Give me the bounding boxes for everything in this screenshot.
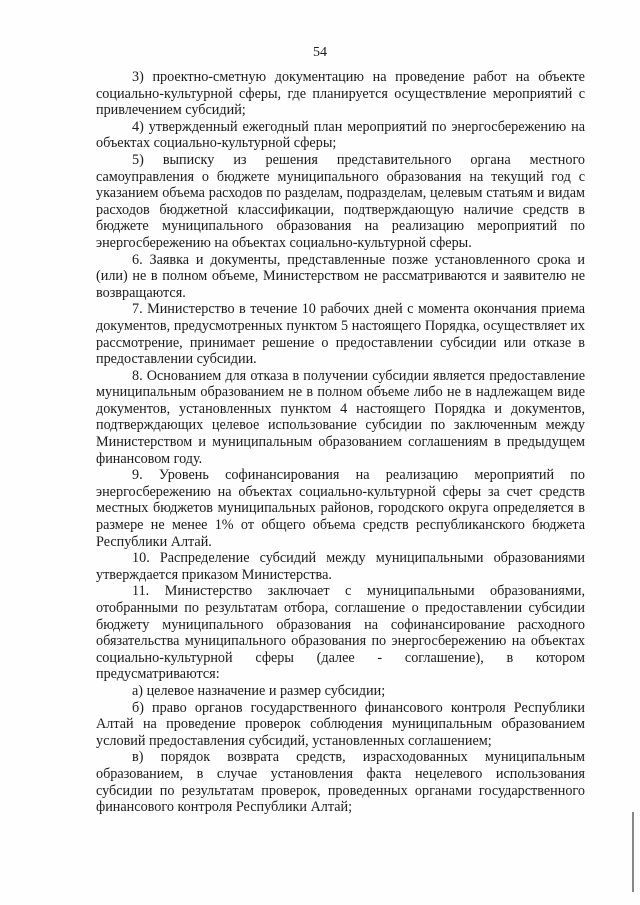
paragraph-subitem-v: в) порядок возврата средств, израсходованных муниципальным образованием, в случае установления факта нецелевого использования субсидии по результатам проверок, проведенных органами государственного финансового контроля Республики Алтай; [96,749,585,816]
paragraph-item-4-energy-saving-plan: 4) утвержденный ежегодный план мероприятий по энергосбережению на объектах социально-культурной сферы; [96,118,585,152]
paragraph-clause-11: 11. Министерство заключает с муниципальными образованиями, отобранными по результатам отбора, соглашение о предоставлении субсидии бюджету муниципального образования на софинансирование расходного обязательства муниципального образования по энергосбережению на объектах социально-культурной сферы (далее - соглашение), в котором предусматриваются: [96,583,585,683]
paragraph-clause-7: 7. Министерство в течение 10 рабочих дней с момента окончания приема документов, предусмотренных пунктом 5 настоящего Порядка, осуществляет их рассмотрение, принимает решение о предоставлении субсидии или отказе в предоставлении субсидии. [96,301,585,368]
paragraph-subitem-b: б) право органов государственного финансового контроля Республики Алтай на проведение проверок соблюдения муниципальным образованием условий предоставления субсидий, установленных соглашением; [96,699,585,749]
paragraph-clause-6: 6. Заявка и документы, представленные позже установленного срока и (или) не в полном объеме, Министерством не рассматриваются и заявителю не возвращаются. [96,251,585,301]
scan-edge-mark [632,812,634,892]
paragraph-clause-8: 8. Основанием для отказа в получении субсидии является предоставление муниципальным образованием не в полном объеме либо не в надлежащем виде документов, установленных пунктом 4 настоящего Порядка и документов, подтверждающих целевое использование субсидии по заключенным между Министерством и муниципальным образованием соглашениям в предыдущем финансовом году. [96,367,585,467]
page-number: 54 [313,45,327,60]
paragraph-item-5-budget-extract: 5) выписку из решения представительного органа местного самоуправления о бюджете муниципального образования на текущий год с указанием объема расходов по разделам, подразделам, целевым статьям и видам расходов бюджетной классификации, подтверждающую наличие средств в бюджете муниципального образования на реализацию мероприятий по энергосбережению на объектах социально-культурной сферы. [96,151,585,251]
paragraph-item-3-project-documentation: 3) проектно-сметную документацию на проведение работ на объекте социально-культурной сферы, где планируется осуществление мероприятий с привлечением субсидий; [96,69,585,119]
paragraph-subitem-a: а) целевое назначение и размер субсидии; [132,682,386,699]
paragraph-clause-9: 9. Уровень софинансирования на реализацию мероприятий по энергосбережению на объектах социально-культурной сферы за счет средств местных бюджетов муниципальных районов, городского округа определяется в размере не менее 1% от общего объема средств республиканского бюджета Республики Алтай. [96,467,585,550]
document-body [96,69,585,816]
paragraph-clause-10: 10. Распределение субсидий между муниципальными образованиями утверждается приказом Министерства. [96,550,585,583]
